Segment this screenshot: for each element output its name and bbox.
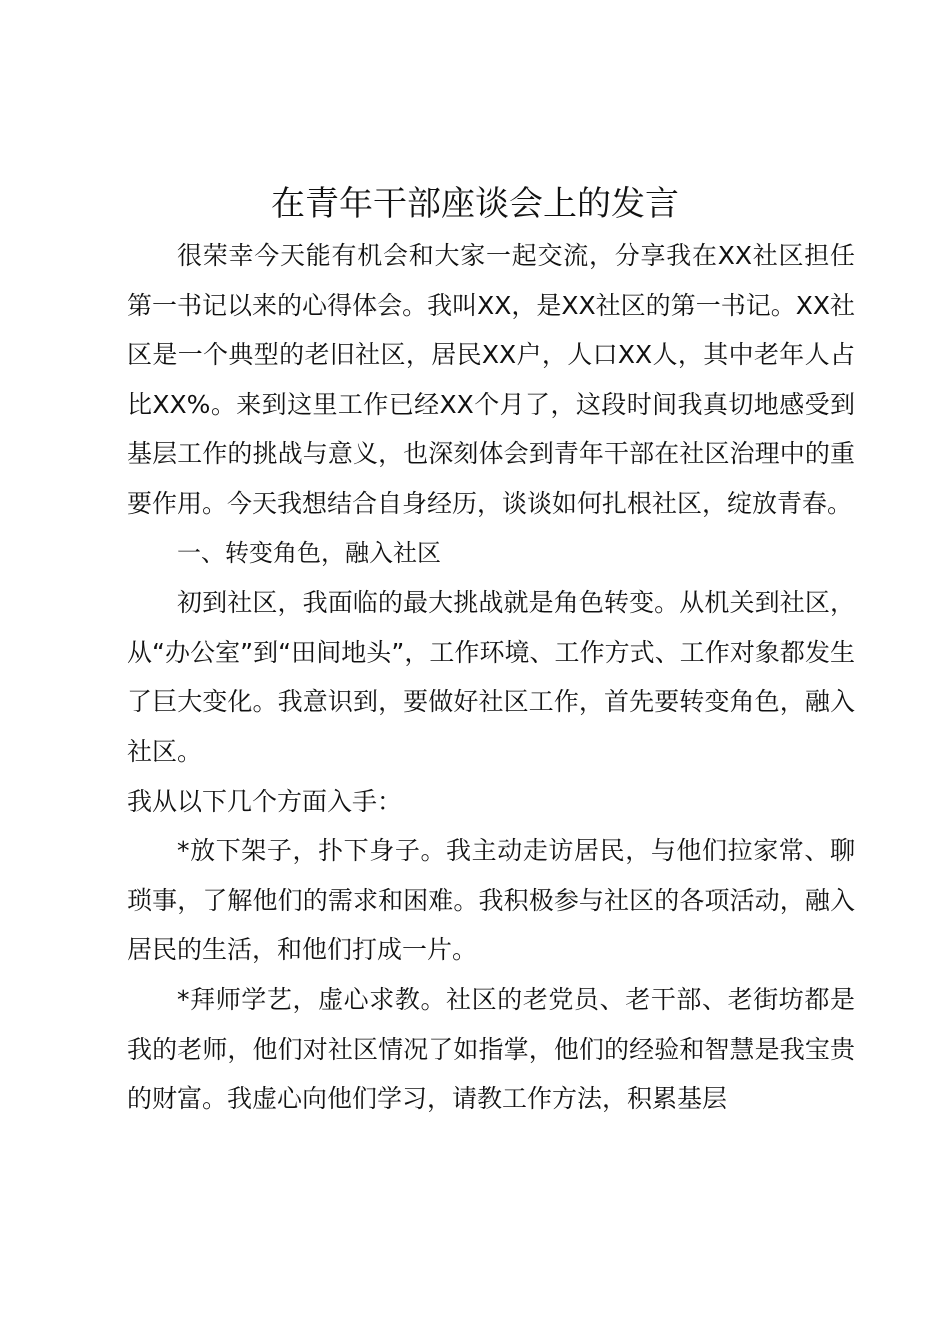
- paragraph-bullet-1: *放下架子，扑下身子。我主动走访居民，与他们拉家常、聊琐事，了解他们的需求和困难。我积极参与社区的各项活动，融入居民的生活，和他们打成一片。: [127, 836, 855, 965]
- paragraph-approach-lead: 我从以下几个方面入手：: [127, 786, 403, 816]
- paragraph-bullet-2: *拜师学艺，虚心求教。社区的老党员、老干部、老街坊都是我的老师，他们对社区情况了如指掌，他们的经验和智慧是我宝贵的财富。我虚心向他们学习，请教工作方法，积累基层: [127, 984, 855, 1114]
- document-title: 在青年干部座谈会上的发言: [271, 184, 679, 224]
- paragraph-role-change: 初到社区，我面临的最大挑战就是角色转变。从机关到社区，从“办公室”到“田间地头”，工作环境、工作方式、工作对象都发生了巨大变化。我意识到，要做好社区工作，首先要转变角色，融入社区。: [127, 588, 855, 766]
- paragraph-intro: 很荣幸今天能有机会和大家一起交流，分享我在XX社区担任第一书记以来的心得体会。我叫XX，是XX社区的第一书记。XX社区是一个典型的老旧社区，居民XX户，人口XX人，其中老年人占比XX%。来到这里工作已经XX个月了，这段时间我真切地感受到基层工作的挑战与意义，也深刻体会到青年干部在社区治理中的重要作用。今天我想结合自身经历，谈谈如何扎根社区，绽放青春。: [127, 241, 855, 518]
- document-body: [127, 231, 855, 1124]
- section-heading-1: 一、转变角色，融入社区: [177, 538, 441, 567]
